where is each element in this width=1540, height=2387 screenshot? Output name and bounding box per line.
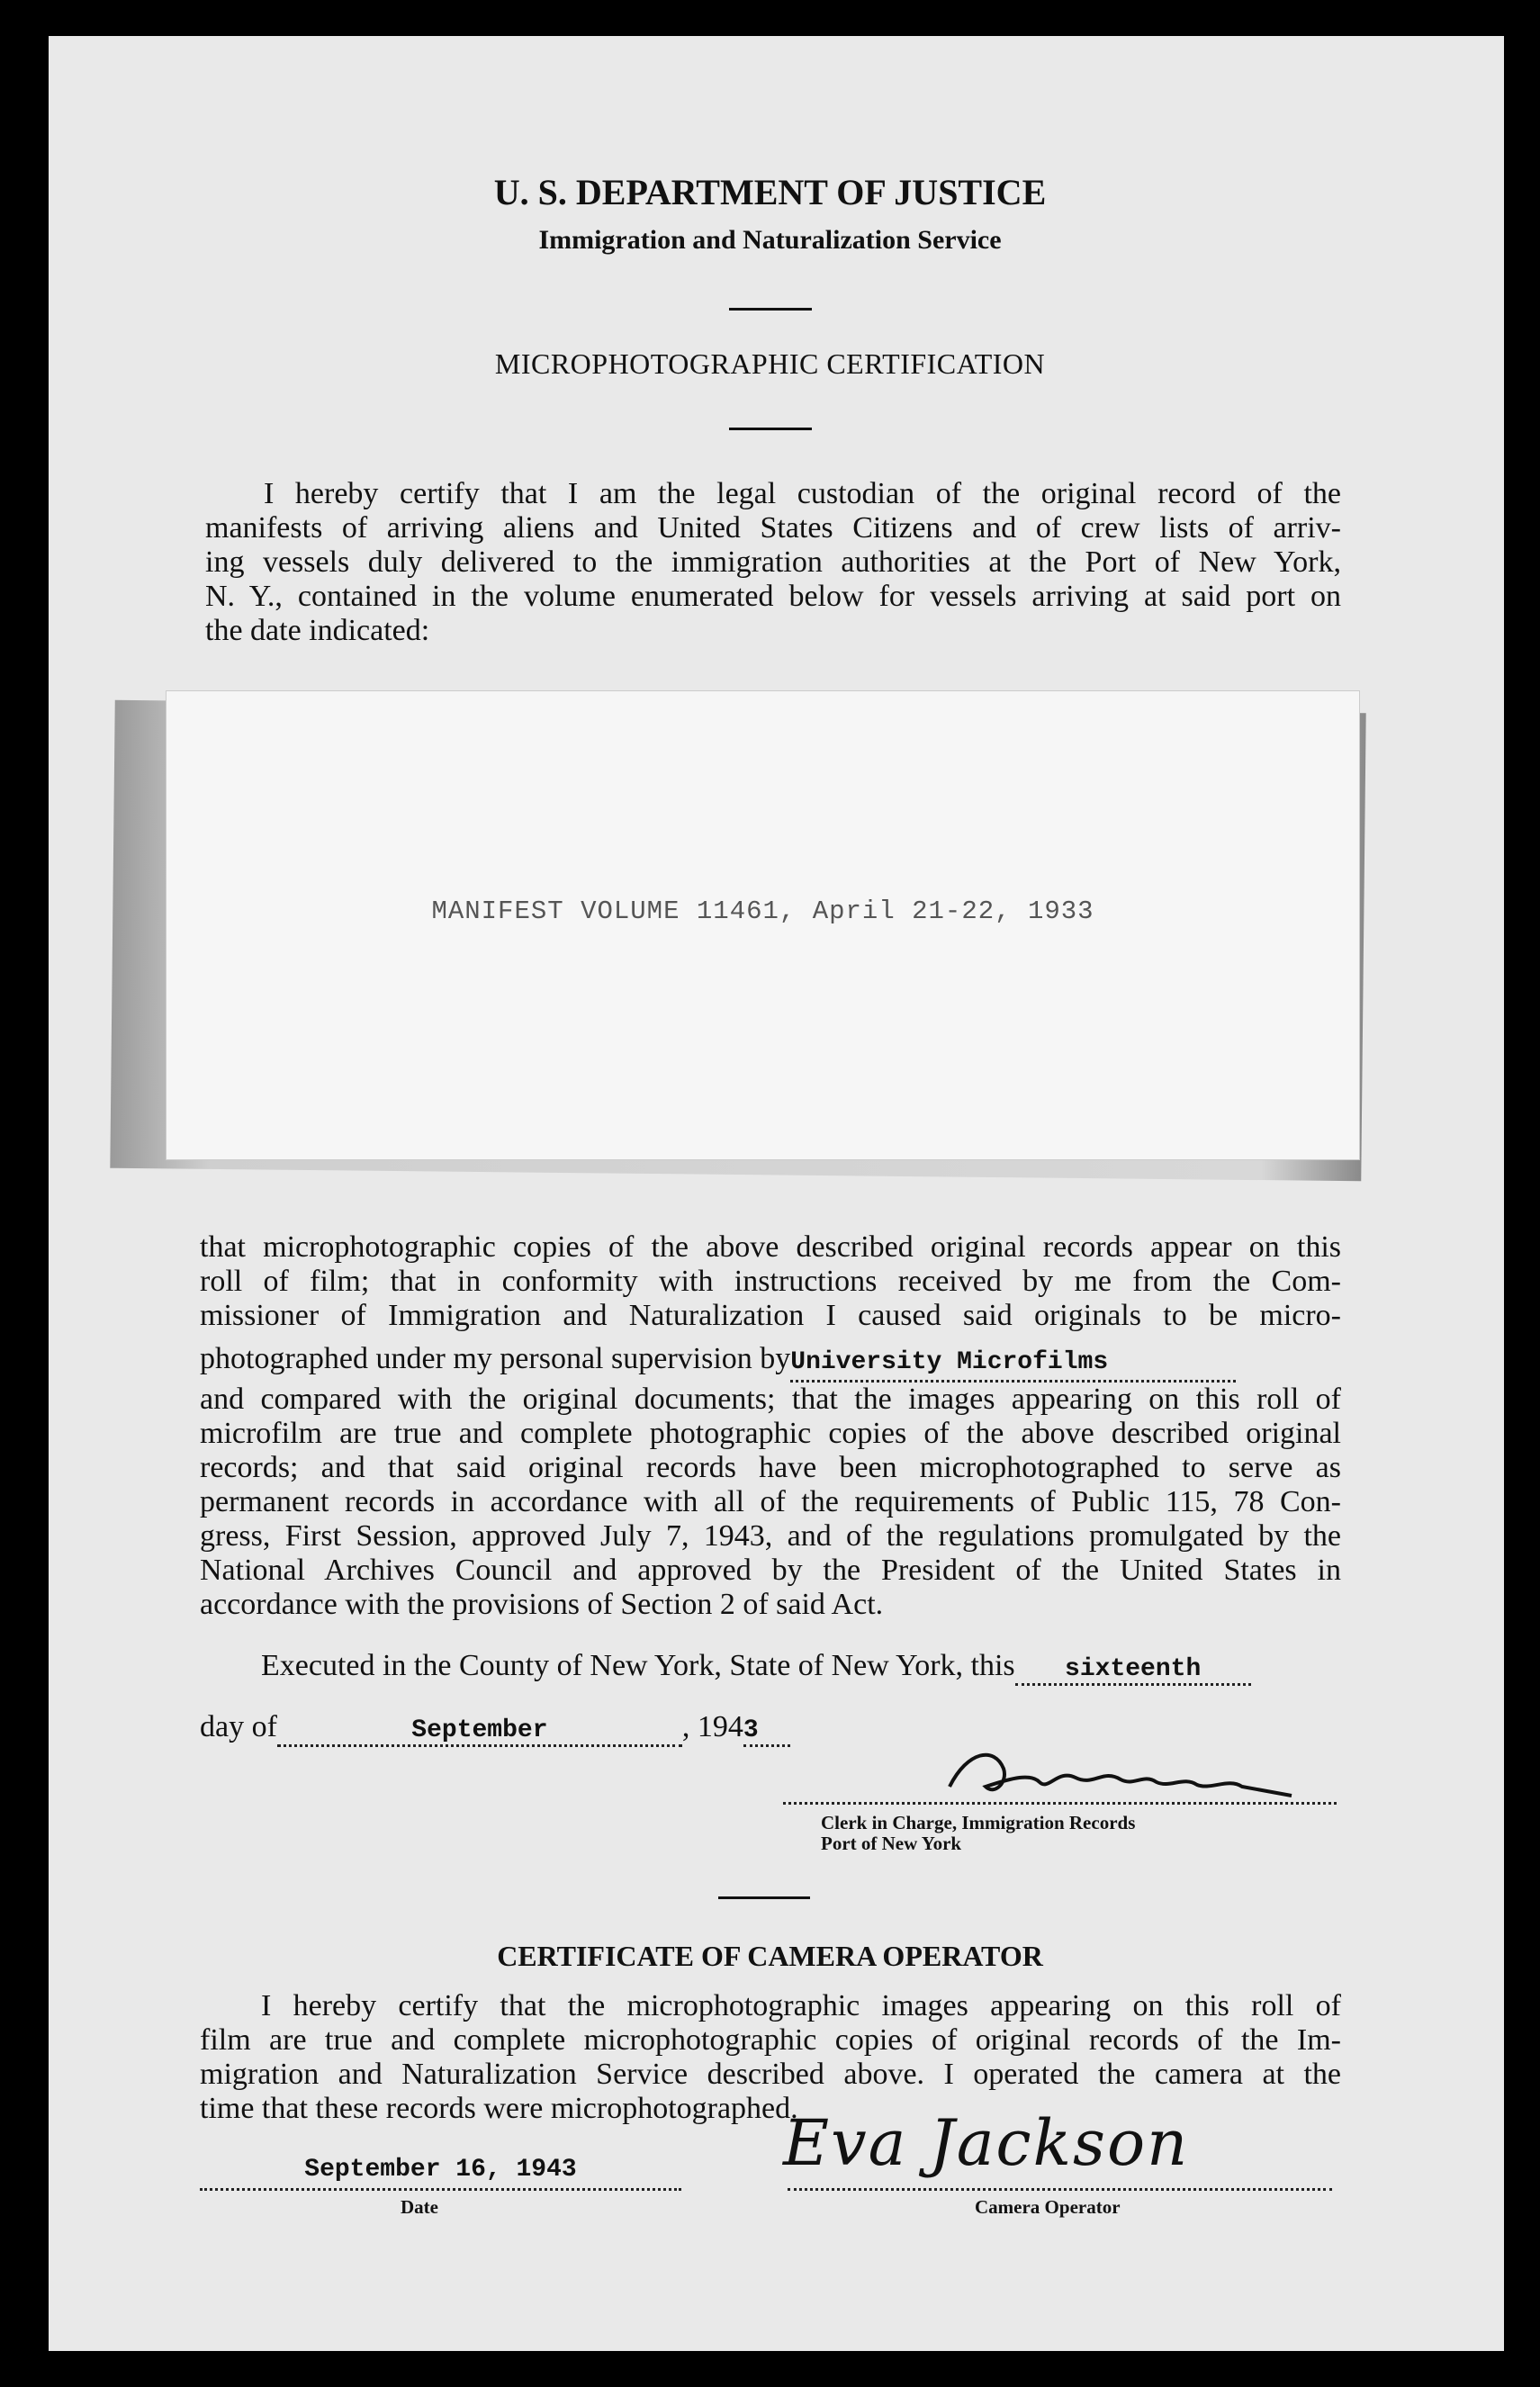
body-line: missioner of Immigration and Naturalization I caused said originals to be micro- — [200, 1299, 1341, 1332]
divider — [729, 308, 812, 311]
camera-heading: CERTIFICATE OF CAMERA OPERATOR — [497, 1940, 1043, 1972]
date-fill — [200, 2156, 681, 2191]
camera-line: migration and Naturalization Service described above. I operated the camera at the — [200, 2058, 1341, 2091]
month: September — [411, 1716, 548, 1744]
camera-line: I hereby certify that the microphotographic images appearing on this roll of — [261, 1989, 1341, 2022]
executed-day-fill — [1015, 1649, 1251, 1686]
divider — [718, 1896, 810, 1899]
clerk-title: Clerk in Charge, Immigration Records — [821, 1812, 1136, 1833]
body-line: National Archives Council and approved by the President of the United States in — [200, 1554, 1341, 1587]
intro-line: manifests of arriving aliens and United States Citizens and of crew lists of arriv- — [205, 511, 1341, 545]
year-prefix: 194 — [697, 1710, 743, 1743]
intro-line: ing vessels duly delivered to the immigration authorities at the Port of New York, — [205, 545, 1341, 579]
intro-line: the date indicated: — [205, 614, 430, 647]
body-line: and compared with the original documents; that the images appearing on this roll of — [200, 1383, 1341, 1416]
supervisor-fill — [790, 1342, 1236, 1383]
intro-paragraph — [205, 477, 1341, 648]
body-paragraph — [200, 1230, 1341, 1622]
manifest-volume-text: MANIFEST VOLUME 11461, April 21-22, 1933 — [431, 896, 1094, 926]
executed-line — [261, 1649, 1251, 1686]
executed-prefix: Executed in the County of New York, State of New York, this — [261, 1649, 1015, 1682]
body-line: permanent records in accordance with all of the requirements of Public 115, 78 Con- — [200, 1485, 1341, 1518]
day-of-label: day of — [200, 1710, 277, 1743]
body-line: microfilm are true and complete photographic copies of the above described original — [200, 1417, 1341, 1450]
camera-line: film are true and complete microphotographic copies of original records of the Im- — [200, 2023, 1341, 2057]
operator-label: Camera Operator — [975, 2196, 1121, 2218]
clerk-port: Port of New York — [821, 1833, 962, 1854]
manifest-volume-card — [167, 691, 1359, 1159]
executed-day: sixteenth — [1065, 1655, 1202, 1683]
month-fill — [277, 1710, 682, 1747]
year-fill — [743, 1710, 790, 1747]
body-line: records; and that said original records have been microphotographed to serve as — [200, 1451, 1341, 1484]
body-line: that microphotographic copies of the above described original records appear on this — [200, 1230, 1341, 1264]
camera-date: September 16, 1943 — [304, 2156, 577, 2184]
supervisor-name: University Microfilms — [790, 1348, 1109, 1376]
service-subtitle: Immigration and Naturalization Service — [538, 225, 1002, 255]
day-of-line: day of September , 1943 — [200, 1710, 790, 1747]
body-line: roll of film; that in conformity with instructions received by me from the Com- — [200, 1265, 1341, 1298]
operator-signature: Eva Jackson — [783, 2106, 1190, 2180]
supervision-prefix: photographed under my personal supervision by — [200, 1342, 791, 1375]
body-line: gress, First Session, approved July 7, 1943, and of the regulations promulgated by the — [200, 1519, 1341, 1553]
year-digit: 3 — [743, 1716, 759, 1744]
intro-line: N. Y., contained in the volume enumerated below for vessels arriving at said port on — [205, 580, 1341, 613]
intro-line: I hereby certify that I am the legal custodian of the original record of the — [264, 477, 1341, 510]
certification-title: MICROPHOTOGRAPHIC CERTIFICATION — [494, 347, 1046, 380]
body-line: accordance with the provisions of Section 2 of said Act. — [200, 1588, 884, 1621]
supervision-line — [200, 1342, 1341, 1383]
camera-line: time that these records were microphotographed. — [200, 2092, 798, 2125]
divider — [729, 428, 812, 430]
department-title: U. S. DEPARTMENT OF JUSTICE — [493, 172, 1047, 212]
date-label: Date — [401, 2196, 438, 2218]
clerk-signature-line — [783, 1773, 1337, 1805]
